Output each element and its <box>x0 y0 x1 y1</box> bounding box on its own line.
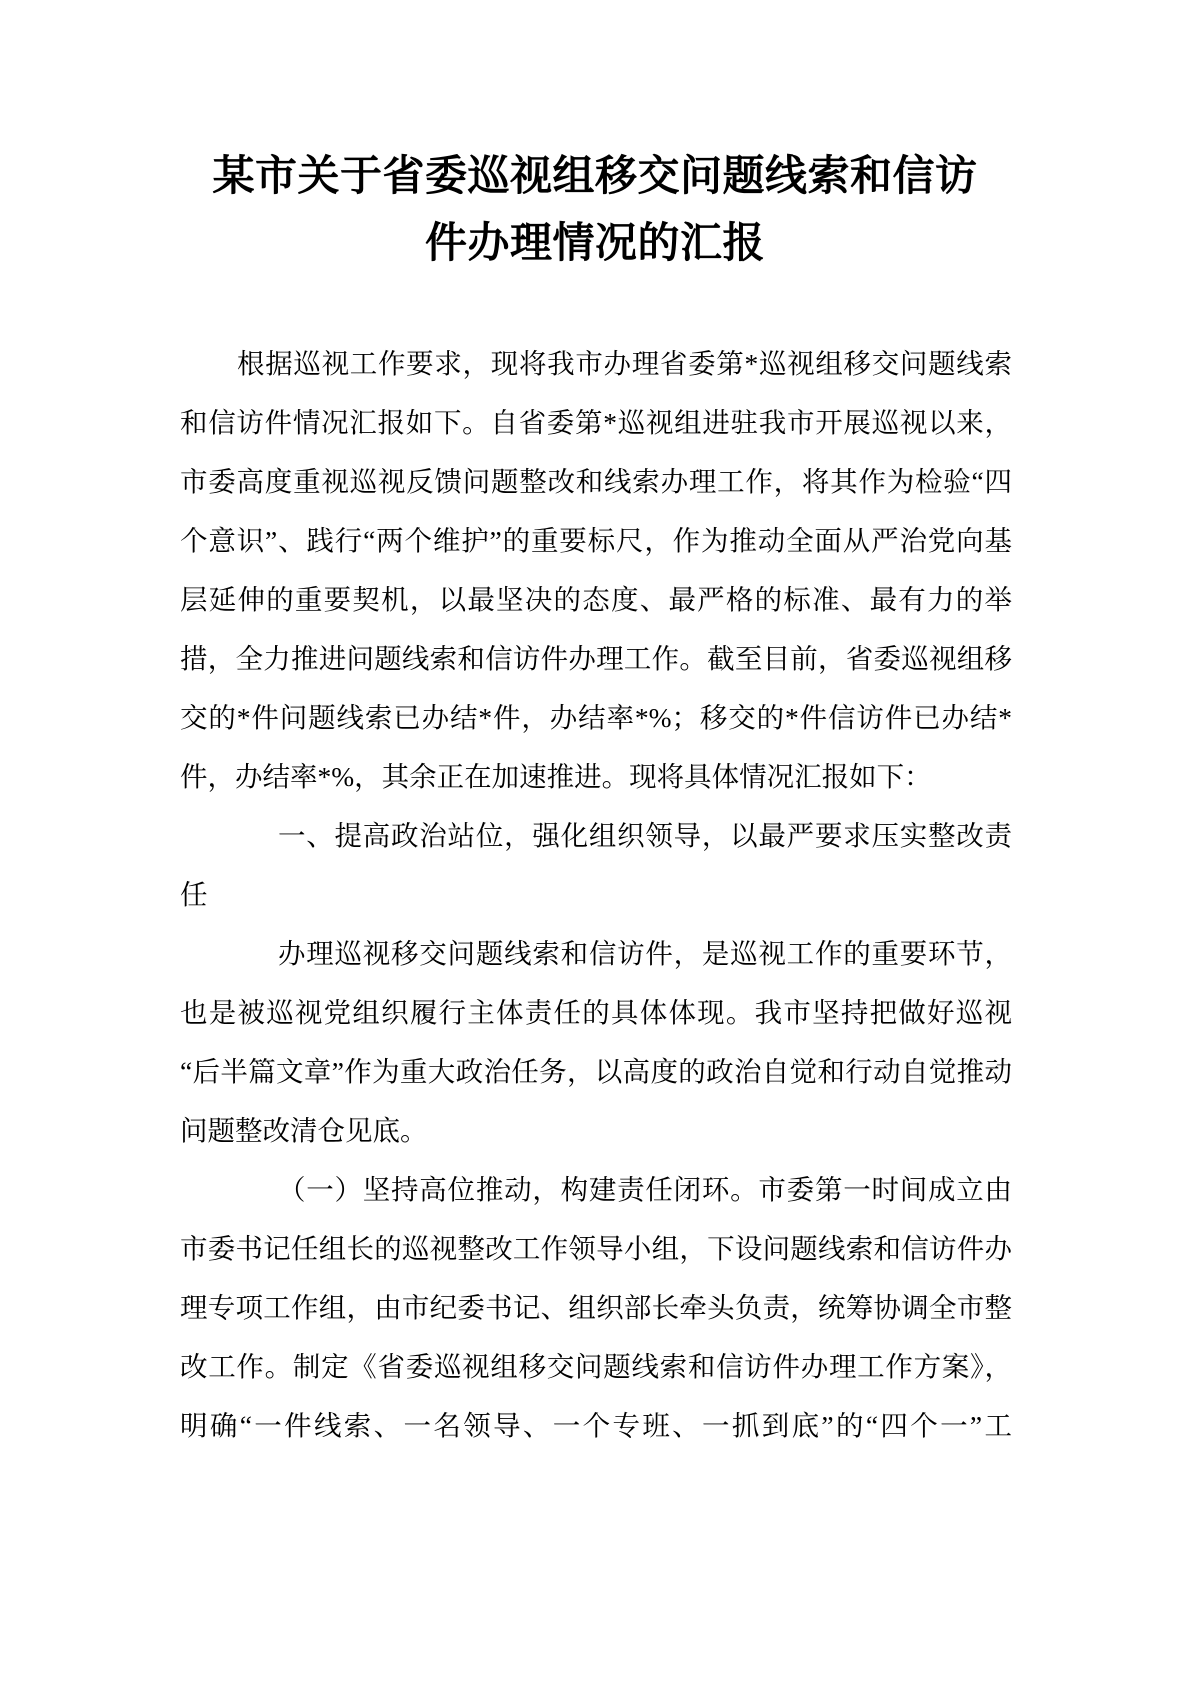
document-title-line-1: 某市关于省委巡视组移交问题线索和信访 <box>212 152 978 199</box>
section-heading-one: 一、提高政治站位，强化组织领导，以最严要求压实整改责任 <box>180 820 1012 910</box>
document-body <box>180 334 1012 1455</box>
document-title-line-2: 件办理情况的汇报 <box>424 219 765 266</box>
paragraph-introduction: 根据巡视工作要求，现将我市办理省委第*巡视组移交问题线索和信访件情况汇报如下。自省委第*巡视组进驻我市开展巡视以来，市委高度重视巡视反馈问题整改和线索办理工作，将其作为检验“四个意识”、践行“两个维护”的重要标尺，作为推动全面从严治党向基层延伸的重要契机，以最坚决的态度、最严格的标准、最有力的举措，全力推进问题线索和信访件办理工作。截至目前，省委巡视组移交的*件问题线索已办结*件，办结率*%；移交的*件信访件已办结*件，办结率*%，其余正在加速推进。现将具体情况汇报如下： <box>180 348 1012 792</box>
paragraph-significance: 办理巡视移交问题线索和信访件，是巡视工作的重要环节，也是被巡视党组织履行主体责任的具体体现。我市坚持把做好巡视“后半篇文章”作为重大政治任务，以高度的政治自觉和行动自觉推动问题整改清仓见底。 <box>180 938 1012 1146</box>
document-title <box>195 142 995 276</box>
paragraph-subsection-one: （一）坚持高位推动，构建责任闭环。市委第一时间成立由市委书记任组长的巡视整改工作领导小组，下设问题线索和信访件办理专项工作组，由市纪委书记、组织部长牵头负责，统筹协调全市整改工作。制定《省委巡视组移交问题线索和信访件办理工作方案》，明确“一件线索、一名领导、一个专班、一抓到底”的“四个一”工 <box>180 1174 1012 1441</box>
